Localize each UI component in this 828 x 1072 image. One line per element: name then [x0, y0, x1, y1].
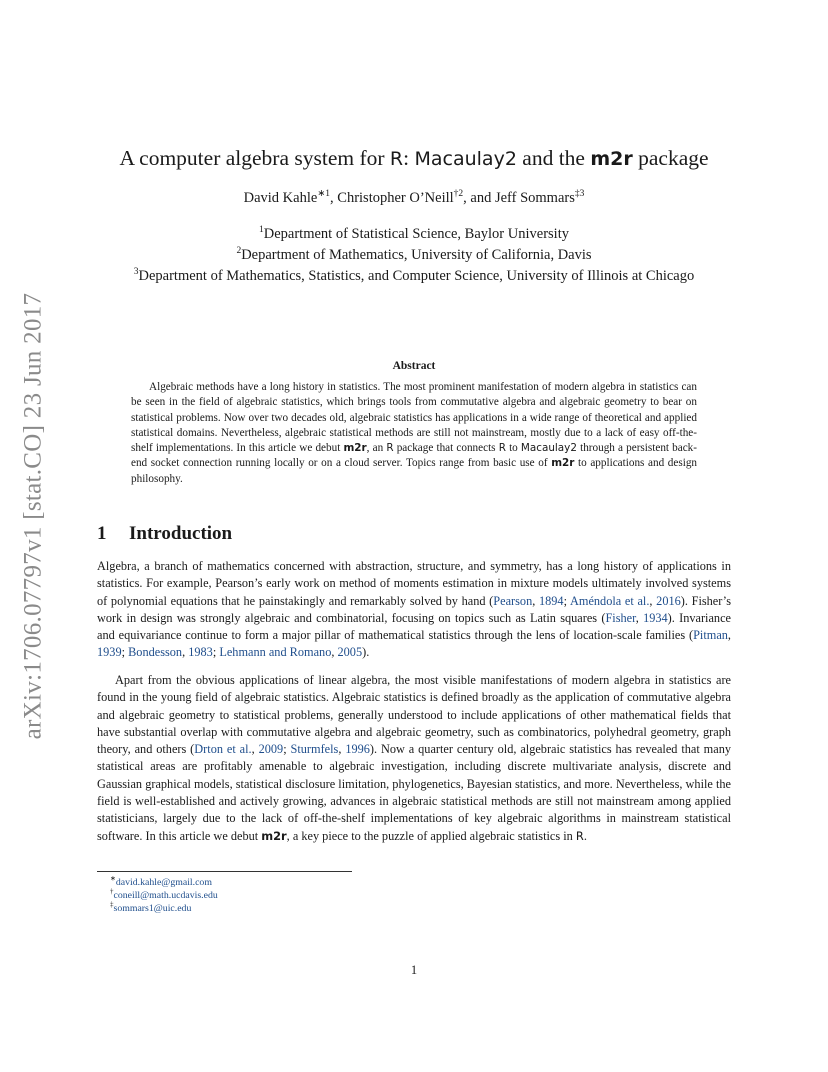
- citation-link[interactable]: Améndola et al.: [570, 593, 650, 608]
- footnote-1: ∗david.kahle@gmail.com: [110, 874, 212, 888]
- footnotes: [110, 876, 218, 916]
- intro-paragraph-1: Algebra, a branch of mathematics concerned with abstraction, structure, and symmetry, has a long history of applications in statistics. For example, Pearson’s early work on method of moments estimation in mixture models ultimately involved systems of polynomial equations that he painstakingly and remarkably solved by hand (Pearson, 1894; Améndola et al., 2016). Fisher’s work in design was strongly algebraic and combinatorial, focusing on topics such as Latin squares (Fisher, 1934). Invariance and equivariance continue to form a major pillar of mathematical statistics through the lens of location-scale families (Pitman, 1939; Bondesson, 1983; Lehmann and Romano, 2005).: [97, 559, 732, 660]
- affiliation-2: $^2$Department of Mathematics, University of California, Davis: [236, 246, 592, 263]
- email-link[interactable]: david.kahle@gmail.com: [115, 877, 212, 888]
- affiliation-3: $^3$Department of Mathematics, Statistics, and Computer Science, University of Illinois at Chicago: [133, 267, 695, 284]
- citation-link[interactable]: Lehmann and Romano: [219, 645, 332, 660]
- abstract-heading: Abstract: [392, 360, 436, 372]
- abstract-text: Algebraic methods have a long history in statistics. The most prominent manifestation of modern algebra in statistics can be seen in the field of algebraic statistics, which brings tools from commutative algebra and algebraic geometry to bear on statistical problems. Now over two decades old, algebraic statistics has applications in a wide range of theoretical and applied statistical domains. Nevertheless, algebraic statistical methods are still not mainstream, mostly due to a lack of easy off-the-shelf implementations. In this article we debut m2r, an R package that connects R to Macaulay2 through a persistent back-end socket connection running locally or on a cloud server. Topics range from basic use of m2r to applications and design philosophy.: [131, 381, 698, 485]
- page-number: 1: [410, 963, 418, 977]
- section-heading: 1 Introduction: [97, 523, 233, 544]
- citation-link[interactable]: 2009: [258, 742, 284, 757]
- paper-title: A computer algebra system for R: Macaulay2 and the m2r package: [119, 146, 709, 170]
- citation-link[interactable]: 1996: [345, 742, 370, 757]
- citation-link[interactable]: 2005: [337, 645, 363, 660]
- email-link[interactable]: coneill@math.ucdavis.edu: [113, 890, 218, 902]
- citation-link[interactable]: Pearson: [493, 593, 533, 608]
- citation-link[interactable]: Fisher: [605, 610, 636, 625]
- citation-link[interactable]: 2016: [656, 593, 681, 608]
- citation-link[interactable]: 1983: [188, 645, 213, 660]
- citation-link[interactable]: 1934: [643, 610, 668, 625]
- footnote-3: ‡sommars1@uic.edu: [110, 901, 192, 915]
- affiliations: [100, 224, 728, 287]
- citation-link[interactable]: Bondesson: [128, 645, 183, 660]
- email-link[interactable]: sommars1@uic.edu: [113, 903, 192, 915]
- citation-link[interactable]: 1939: [97, 645, 122, 660]
- citation-link[interactable]: Drton et al.: [194, 742, 252, 757]
- citation-link[interactable]: Pitman: [693, 628, 728, 643]
- footnote-2: †coneill@math.ucdavis.edu: [110, 887, 218, 902]
- affiliation-1: $^1$Department of Statistical Science, Baylor University: [259, 225, 569, 242]
- arxiv-stamp: arXiv:1706.07797v1 [stat.CO] 23 Jun 2017: [19, 292, 47, 740]
- citation-link[interactable]: Sturmfels: [290, 742, 339, 757]
- citation-link[interactable]: 1894: [538, 593, 564, 608]
- author-list: David Kahle$^{∗1}$, Christopher O’Neill$^{\dagger 2}$, and Jeff Sommars$^{\ddagger 3}$: [243, 189, 585, 206]
- footnote-divider: [97, 871, 352, 872]
- intro-paragraph-2: Apart from the obvious applications of linear algebra, the most visible manifestations of modern algebra in statistics are found in the young field of algebraic statistics. Algebraic statistics is defined broadly as the application of commutative algebra and algebraic geometry to statistical problems, generally understood to include applications of other mathematical fields that have substantial overlap with commutative algebra and algebraic geometry, such as combinatorics, polyhedral geometry, graph theory, and others (Drton et al., 2009; Sturmfels, 1996). Now a quarter century old, algebraic statistics has revealed that many statistical areas are profitably amenable to algebraic investigation, including discrete multivariate analysis, discrete and Gaussian graphical models, statistical disclosure limitation, phylogenetics, Bayesian statistics, and more. Nevertheless, while the field is well-established and actively growing, advances in algebraic statistical methods are still not mainstream among applied statisticians, largely due to the lack of off-the-shelf implementations of key algebraic algorithms in mainstream statistical software. In this article we debut m2r, a key piece to the puzzle of applied algebraic statistics in R.: [97, 673, 732, 843]
